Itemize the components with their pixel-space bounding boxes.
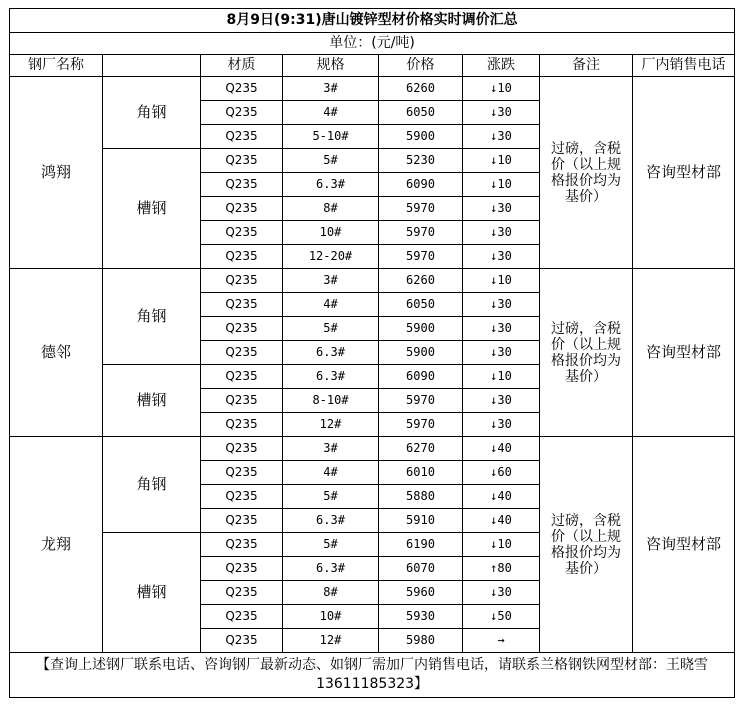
grade-cell: Q235	[201, 317, 283, 341]
grade-cell: Q235	[201, 629, 283, 653]
header-phone: 厂内销售电话	[633, 55, 735, 77]
header-spec: 规格	[283, 55, 379, 77]
change-cell: ↓30	[463, 317, 540, 341]
change-cell: ↓30	[463, 197, 540, 221]
change-cell: ↓30	[463, 245, 540, 269]
category-name: 槽钢	[103, 149, 201, 269]
spec-cell: 6.3#	[283, 341, 379, 365]
grade-cell: Q235	[201, 173, 283, 197]
price-cell: 6190	[379, 533, 463, 557]
mill-name: 德邻	[10, 269, 103, 437]
spec-cell: 4#	[283, 293, 379, 317]
spec-cell: 3#	[283, 269, 379, 293]
price-table	[9, 8, 735, 698]
spec-cell: 10#	[283, 221, 379, 245]
grade-cell: Q235	[201, 581, 283, 605]
change-cell: ↑80	[463, 557, 540, 581]
spec-cell: 6.3#	[283, 365, 379, 389]
grade-cell: Q235	[201, 485, 283, 509]
grade-cell: Q235	[201, 413, 283, 437]
spec-cell: 12#	[283, 413, 379, 437]
spec-cell: 6.3#	[283, 509, 379, 533]
price-cell: 6070	[379, 557, 463, 581]
grade-cell: Q235	[201, 221, 283, 245]
remark-cell: 过磅，含税价（以上规格报价均为基价）	[540, 77, 633, 269]
spec-cell: 4#	[283, 101, 379, 125]
change-cell: ↓10	[463, 533, 540, 557]
header-grade: 材质	[201, 55, 283, 77]
change-cell: ↓30	[463, 125, 540, 149]
category-name: 槽钢	[103, 365, 201, 437]
table-row	[10, 437, 735, 461]
price-cell: 5970	[379, 221, 463, 245]
table-row	[10, 77, 735, 101]
spec-cell: 5#	[283, 149, 379, 173]
change-cell: ↓30	[463, 389, 540, 413]
price-cell: 5900	[379, 317, 463, 341]
spec-cell: 5-10#	[283, 125, 379, 149]
table-title: 8月9日(9:31)唐山镀锌型材价格实时调价汇总	[10, 9, 735, 33]
grade-cell: Q235	[201, 437, 283, 461]
price-cell: 5970	[379, 413, 463, 437]
remark-cell: 过磅，含税价（以上规格报价均为基价）	[540, 269, 633, 437]
price-cell: 5970	[379, 245, 463, 269]
grade-cell: Q235	[201, 557, 283, 581]
grade-cell: Q235	[201, 77, 283, 101]
price-cell: 5910	[379, 509, 463, 533]
grade-cell: Q235	[201, 533, 283, 557]
change-cell: ↓30	[463, 581, 540, 605]
spec-cell: 3#	[283, 77, 379, 101]
header-remark: 备注	[540, 55, 633, 77]
spec-cell: 8-10#	[283, 389, 379, 413]
price-cell: 6050	[379, 293, 463, 317]
phone-cell: 咨询型材部	[633, 437, 735, 653]
grade-cell: Q235	[201, 605, 283, 629]
grade-cell: Q235	[201, 101, 283, 125]
price-cell: 5970	[379, 389, 463, 413]
remark-cell: 过磅，含税价（以上规格报价均为基价）	[540, 437, 633, 653]
change-cell: ↓10	[463, 269, 540, 293]
price-cell: 6090	[379, 365, 463, 389]
spec-cell: 6.3#	[283, 557, 379, 581]
price-cell: 5880	[379, 485, 463, 509]
header-category	[103, 55, 201, 77]
change-cell: ↓10	[463, 149, 540, 173]
category-name: 槽钢	[103, 533, 201, 653]
price-cell: 6050	[379, 101, 463, 125]
footer-note: 【查询上述钢厂联系电话、咨询钢厂最新动态、如钢厂需加厂内销售电话，请联系兰格钢铁网型材部：王晓雪13611185323】	[10, 653, 735, 698]
grade-cell: Q235	[201, 509, 283, 533]
change-cell: ↓50	[463, 605, 540, 629]
spec-cell: 8#	[283, 197, 379, 221]
header-mill: 钢厂名称	[10, 55, 103, 77]
price-cell: 5970	[379, 197, 463, 221]
price-cell: 6010	[379, 461, 463, 485]
spec-cell: 5#	[283, 533, 379, 557]
spec-cell: 12-20#	[283, 245, 379, 269]
grade-cell: Q235	[201, 461, 283, 485]
change-cell: ↓40	[463, 509, 540, 533]
grade-cell: Q235	[201, 365, 283, 389]
change-cell: ↓30	[463, 101, 540, 125]
change-cell: ↓30	[463, 413, 540, 437]
mill-name: 龙翔	[10, 437, 103, 653]
spec-cell: 12#	[283, 629, 379, 653]
price-cell: 5980	[379, 629, 463, 653]
category-name: 角钢	[103, 437, 201, 533]
grade-cell: Q235	[201, 197, 283, 221]
change-cell: ↓10	[463, 365, 540, 389]
price-cell: 5900	[379, 125, 463, 149]
change-cell: ↓30	[463, 293, 540, 317]
grade-cell: Q235	[201, 293, 283, 317]
grade-cell: Q235	[201, 245, 283, 269]
change-cell: ↓30	[463, 221, 540, 245]
phone-cell: 咨询型材部	[633, 269, 735, 437]
header-change: 涨跌	[463, 55, 540, 77]
table-row	[10, 269, 735, 293]
price-cell: 5900	[379, 341, 463, 365]
change-cell: ↓30	[463, 341, 540, 365]
grade-cell: Q235	[201, 389, 283, 413]
price-cell: 6260	[379, 77, 463, 101]
spec-cell: 10#	[283, 605, 379, 629]
mill-name: 鸿翔	[10, 77, 103, 269]
grade-cell: Q235	[201, 341, 283, 365]
grade-cell: Q235	[201, 269, 283, 293]
category-name: 角钢	[103, 269, 201, 365]
price-cell: 5230	[379, 149, 463, 173]
grade-cell: Q235	[201, 149, 283, 173]
change-cell: ↓10	[463, 77, 540, 101]
spec-cell: 3#	[283, 437, 379, 461]
change-cell: →	[463, 629, 540, 653]
unit-label: 单位：(元/吨)	[10, 33, 735, 55]
price-cell: 6090	[379, 173, 463, 197]
price-cell: 5960	[379, 581, 463, 605]
price-cell: 5930	[379, 605, 463, 629]
spec-cell: 8#	[283, 581, 379, 605]
price-cell: 6270	[379, 437, 463, 461]
spec-cell: 5#	[283, 485, 379, 509]
phone-cell: 咨询型材部	[633, 77, 735, 269]
spec-cell: 6.3#	[283, 173, 379, 197]
grade-cell: Q235	[201, 125, 283, 149]
spec-cell: 4#	[283, 461, 379, 485]
change-cell: ↓40	[463, 485, 540, 509]
spec-cell: 5#	[283, 317, 379, 341]
header-price: 价格	[379, 55, 463, 77]
category-name: 角钢	[103, 77, 201, 149]
change-cell: ↓10	[463, 173, 540, 197]
change-cell: ↓60	[463, 461, 540, 485]
price-cell: 6260	[379, 269, 463, 293]
change-cell: ↓40	[463, 437, 540, 461]
